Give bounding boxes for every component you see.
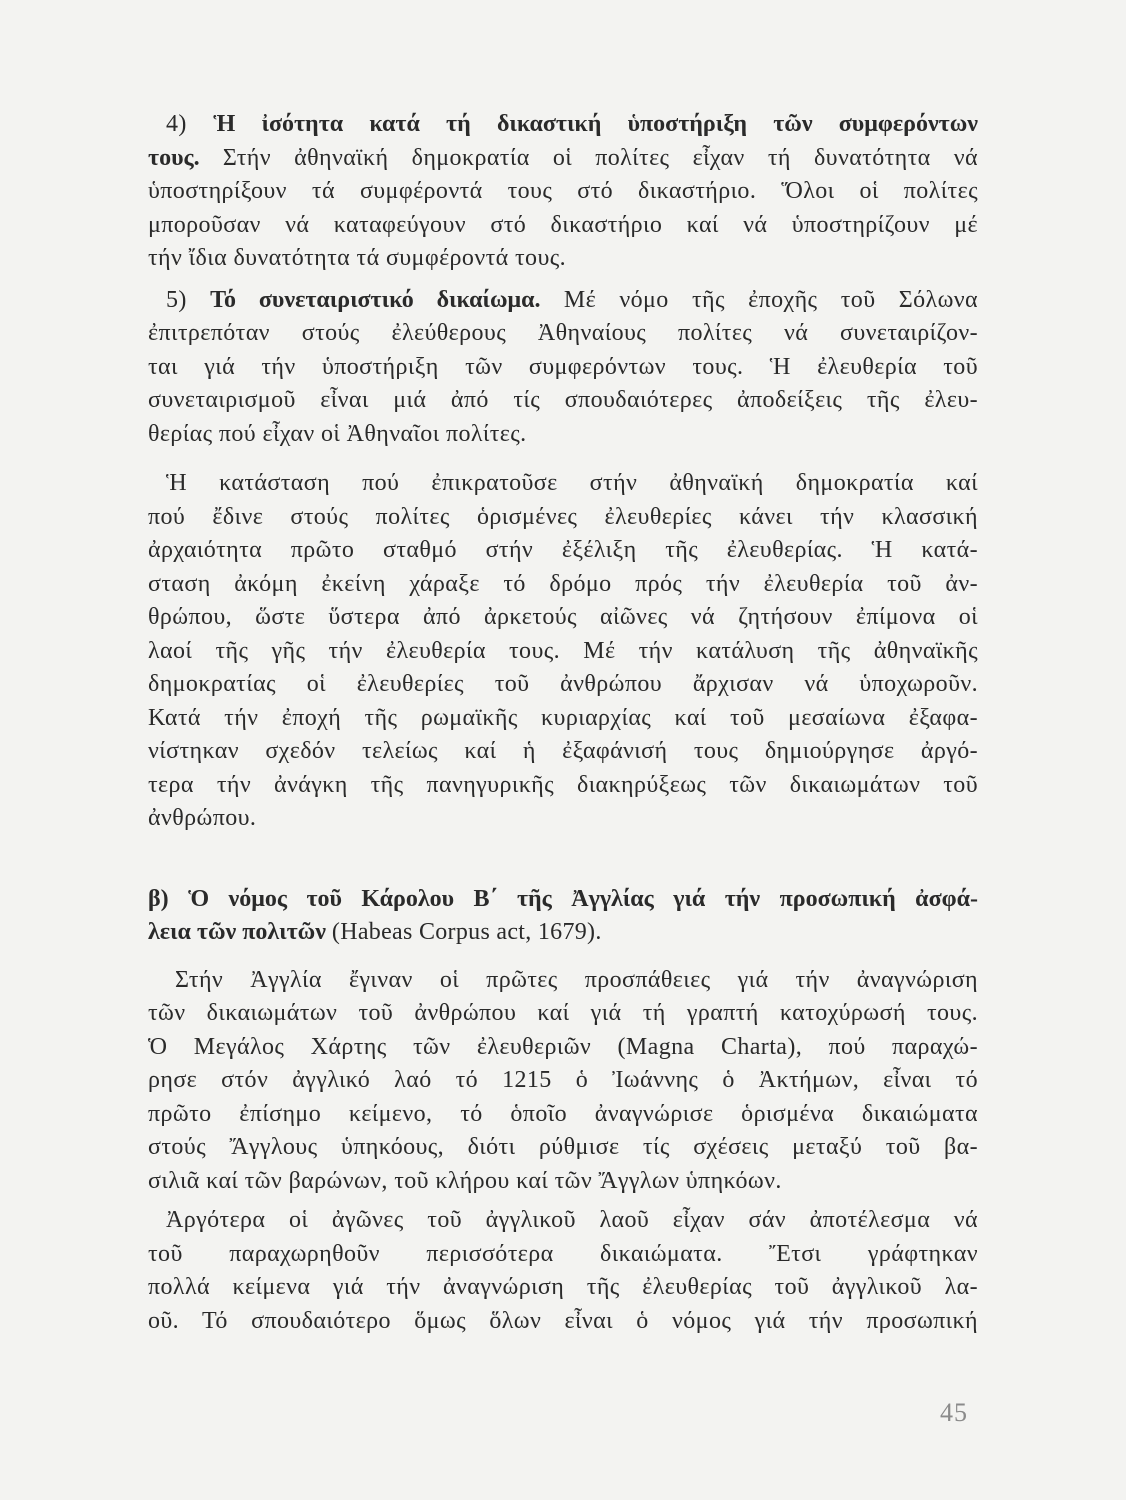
text-line: λαοί τῆς γῆς τήν ἐλευθερία τους. Μέ τήν κατάλυση τῆς ἀθηναϊκῆς	[148, 637, 978, 664]
text-line: ρησε στόν ἀγγλικό λαό τό 1215 ὁ Ἰωάννης ὁ Ἀκτήμων, εἶναι τό	[148, 1067, 978, 1093]
text-line: τοῦ παραχωρηθοῦν περισσότερα δικαιώματα. Ἔτσι γράφτηκαν	[148, 1240, 978, 1267]
text-line	[148, 142, 978, 176]
text-line: Ὁ Μεγάλος Χάρτης τῶν ἐλευθεριῶν (Magna Charta), πού παραχώ-	[148, 1033, 978, 1060]
heading-latin-title: (Habeas Corpus act, 1679).	[331, 919, 602, 945]
paragraph-england-2	[148, 1204, 978, 1338]
text-line: Ἀργότερα οἱ ἀγῶνες τοῦ ἀγγλικοῦ λαοῦ εἶχαν σάν ἀποτέλεσμα νά	[166, 1207, 978, 1233]
text-line: τήν ἴδια δυνατότητα τά συμφέροντά τους.	[148, 245, 567, 271]
line-text: Μέ νόμο τῆς ἐποχῆς τοῦ Σόλωνα	[563, 286, 978, 313]
text-line: στούς Ἄγγλους ὑπηκόους, διότι ρύθμισε τίς σχέσεις μεταξύ τοῦ βα-	[148, 1134, 978, 1160]
heading-line: β) Ὁ νόμος τοῦ Κάρολου Β΄ τῆς Ἀγγλίας γιά τήν προσωπική ἀσφά-	[148, 885, 978, 912]
text-line: τερα τήν ἀνάγκη τῆς πανηγυρικῆς διακηρύξεως τῶν δικαιωμάτων τοῦ	[148, 771, 978, 798]
paragraph-england-1	[148, 964, 978, 1199]
paragraph-section-4	[148, 108, 978, 276]
text-line: Κατά τήν ἐποχή τῆς ρωμαϊκῆς κυριαρχίας καί τοῦ μεσαίωνα ἐξαφα-	[148, 704, 978, 731]
text-line: δημοκρατίας οἱ ἐλευθερίες τοῦ ἀνθρώπου ἄρχισαν νά ὑποχωροῦν.	[148, 671, 978, 697]
text-line: σιλιᾶ καί τῶν βαρώνων, τοῦ κλήρου καί τῶν Ἄγγλων ὑπηκόων.	[148, 1167, 782, 1194]
line-text: Στήν ἀθηναϊκή δημοκρατία οἱ πολίτες εἶχαν τή δυνατότητα νά	[222, 144, 978, 171]
text-line: πολλά κείμενα γιά τήν ἀναγνώριση τῆς ἐλευθερίας τοῦ ἀγγλικοῦ λα-	[148, 1274, 978, 1300]
heading-line	[148, 916, 978, 950]
text-line: τῶν δικαιωμάτων τοῦ ἀνθρώπου καί γιά τή γραπτή κατοχύρωσή τους.	[148, 1000, 978, 1026]
text-line: σταση ἀκόμη ἐκείνη χάραξε τό δρόμο πρός τήν ἐλευθερία τοῦ ἀν-	[148, 570, 978, 597]
text-line: θερίας πού εἶχαν οἱ Ἀθηναῖοι πολίτες.	[148, 420, 527, 447]
text-line: ἀρχαιότητα πρῶτο σταθμό στήν ἐξέλιξη τῆς ἐλευθερίας. Ἡ κατά-	[148, 537, 978, 563]
item-title-end: τους.	[148, 144, 200, 171]
text-line: ἀνθρώπου.	[148, 805, 257, 831]
text-line: Στήν Ἀγγλία ἔγιναν οἱ πρῶτες προσπάθειες γιά τήν ἀναγνώριση	[175, 966, 978, 993]
item-title: Τό συνεταιριστικό δικαίωμα.	[210, 286, 541, 313]
text-line: πού ἔδινε στούς πολίτες ὁρισμένες ἐλευθερίες κάνει τήν κλασσική	[148, 503, 978, 530]
paragraph-section-5	[148, 284, 978, 452]
item-title: Ἡ ἰσότητα κατά τή δικαστική ὑποστήριξη τῶν συμφερόντων	[213, 111, 978, 137]
text-line: πρῶτο ἐπίσημο κείμενο, τό ὁποῖο ἀναγνώρισε ὁρισμένα δικαιώματα	[148, 1100, 978, 1127]
text-line: συνεταιρισμοῦ εἶναι μιά ἀπό τίς σπουδαιότερες ἀποδείξεις τῆς ἐλευ-	[148, 387, 978, 413]
text-line: Ἡ κατάσταση πού ἐπικρατοῦσε στήν ἀθηναϊκή δημοκρατία καί	[166, 470, 978, 496]
text-line: νίστηκαν σχεδόν τελείως καί ἡ ἐξαφάνισή τους δημιούργησε ἀργό-	[148, 738, 978, 764]
heading-text: λεια τῶν πολιτῶν	[148, 919, 326, 945]
text-line: οῦ. Τό σπουδαιότερο ὅμως ὅλων εἶναι ὁ νόμος γιά τήν προσωπική	[148, 1307, 978, 1334]
text-line: ὑποστηρίξουν τά συμφέροντά τους στό δικαστήριο. Ὅλοι οἱ πολίτες	[148, 178, 978, 204]
text-line	[148, 108, 978, 142]
text-line: ται γιά τήν ὑποστήριξη τῶν συμφερόντων τους. Ἡ ἐλευθερία τοῦ	[148, 353, 978, 380]
text-line	[148, 284, 978, 318]
paragraph-conclusion	[148, 467, 978, 836]
section-heading-b	[148, 883, 978, 950]
item-number: 4)	[166, 111, 187, 137]
page-number: 45	[940, 1398, 968, 1427]
item-number: 5)	[166, 286, 187, 313]
text-line: θρώπου, ὥστε ὕστερα ἀπό ἀρκετούς αἰῶνες νά ζητήσουν ἐπίμονα οἱ	[148, 604, 978, 630]
text-line: μποροῦσαν νά καταφεύγουν στό δικαστήριο καί νά ὑποστηρίζουν μέ	[148, 211, 978, 238]
page-body-text	[148, 108, 978, 1338]
text-line: ἐπιτρεπόταν στούς ἐλεύθερους Ἀθηναίους πολίτες νά συνεταιρίζον-	[148, 320, 978, 346]
